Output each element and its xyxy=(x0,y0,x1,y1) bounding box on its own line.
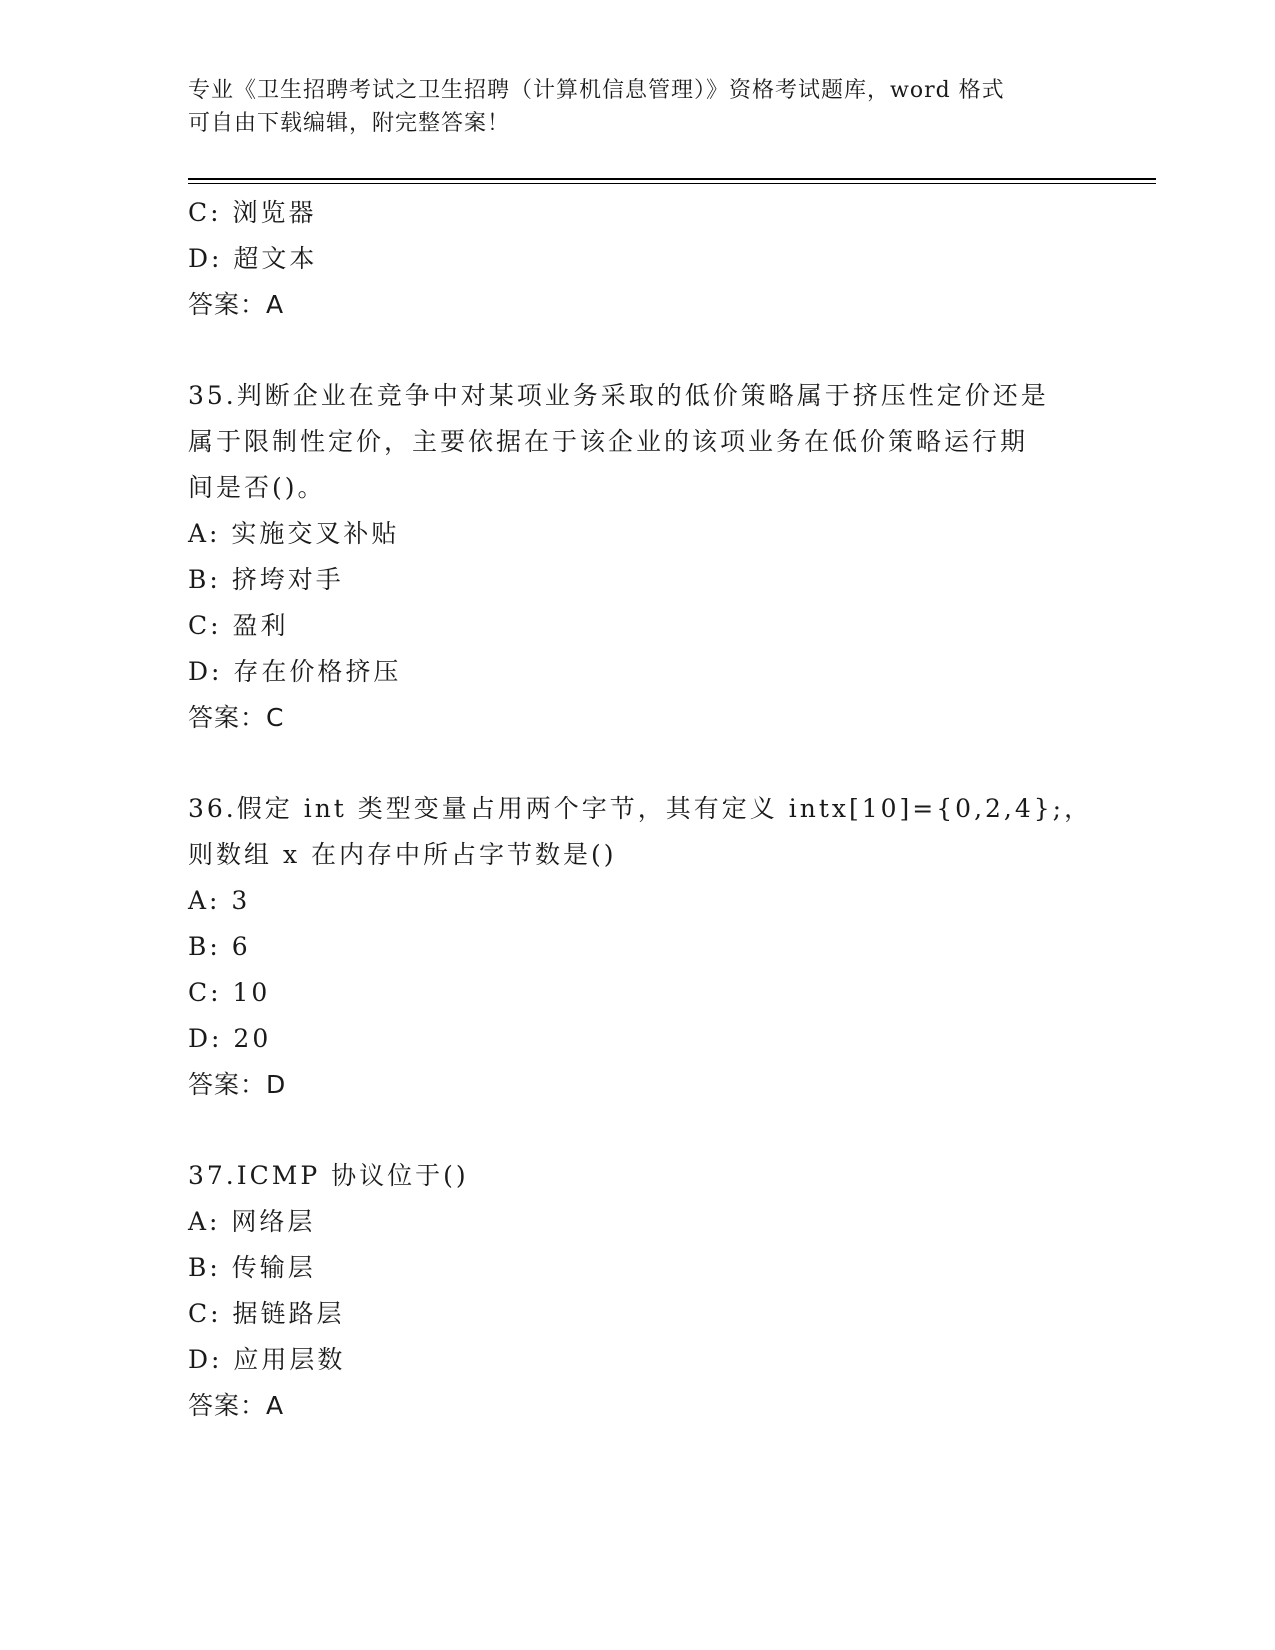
question-text-line: 37.ICMP 协议位于() xyxy=(188,1161,469,1190)
question-text-line: 间是否()。 xyxy=(188,473,326,502)
option-c: C: 盈利 xyxy=(188,611,289,640)
option-a: A: 3 xyxy=(188,886,251,915)
question-36 xyxy=(188,786,1093,1108)
option-c: C: 10 xyxy=(188,978,271,1007)
option-d: D: 应用层数 xyxy=(188,1345,346,1374)
option-a: A: 实施交叉补贴 xyxy=(188,519,400,548)
question-content xyxy=(188,190,1093,1429)
header-divider-thin xyxy=(188,183,1156,184)
question-text-line: 属于限制性定价，主要依据在于该企业的该项业务在低价策略运行期 xyxy=(188,427,1029,456)
question-text-line: 则数组 x 在内存中所占字节数是() xyxy=(188,840,617,869)
answer-line: 答案：C xyxy=(188,703,285,732)
option-a: A: 网络层 xyxy=(188,1207,316,1236)
header-line-2: 可自由下载编辑，附完整答案！ xyxy=(188,111,511,136)
header-divider-thick xyxy=(188,178,1156,180)
question-text-line: 36.假定 int 类型变量占用两个字节，其有定义 intx[10]={0,2,4};， xyxy=(188,794,1093,823)
question-text-line: 35.判断企业在竞争中对某项业务采取的低价策略属于挤压性定价还是 xyxy=(188,381,1049,410)
option-d: D: 超文本 xyxy=(188,244,318,273)
option-d: D: 存在价格挤压 xyxy=(188,657,402,686)
answer-line: 答案：D xyxy=(188,1070,287,1099)
option-b: B: 传输层 xyxy=(188,1253,316,1282)
option-d: D: 20 xyxy=(188,1024,272,1053)
spacer xyxy=(188,328,1088,373)
option-b: B: 挤垮对手 xyxy=(188,565,344,594)
spacer xyxy=(188,1108,1088,1153)
answer-line: 答案：A xyxy=(188,1391,285,1420)
question-37 xyxy=(188,1153,1088,1429)
option-c: C: 浏览器 xyxy=(188,198,317,227)
option-c: C: 据链路层 xyxy=(188,1299,345,1328)
answer-line: 答案：A xyxy=(188,290,285,319)
option-b: B: 6 xyxy=(188,932,251,961)
question-35 xyxy=(188,373,1088,741)
document-header xyxy=(188,74,1088,140)
spacer xyxy=(188,741,1088,786)
previous-question-tail xyxy=(188,190,1088,328)
header-line-1: 专业《卫生招聘考试之卫生招聘（计算机信息管理）》资格考试题库，word 格式 xyxy=(188,78,1005,103)
